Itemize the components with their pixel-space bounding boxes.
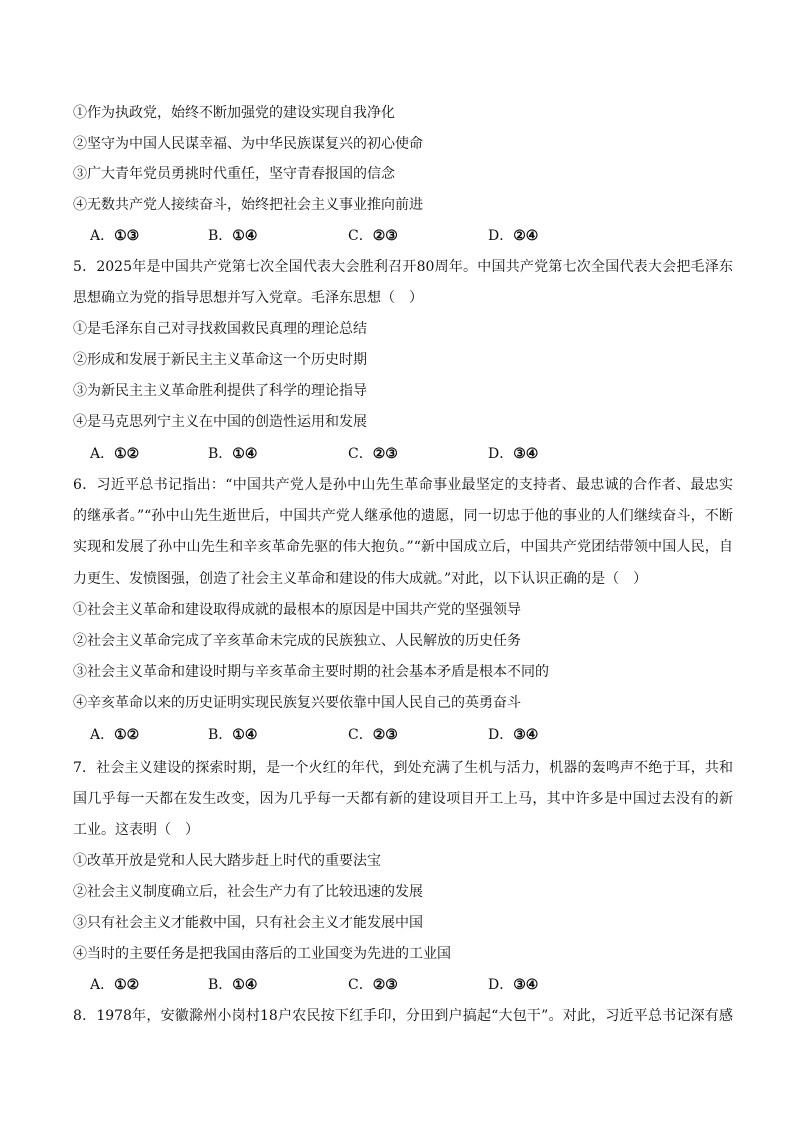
question-6-statement-4: ④辛亥革命以来的历史证明实现民族复兴要依靠中国人民自己的英勇奋斗 xyxy=(73,695,521,711)
question-6-statement-3: ③社会主义革命和建设时期与辛亥革命主要时期的社会基本矛盾是根本不同的 xyxy=(73,664,549,680)
option-a-label: A． xyxy=(90,977,115,993)
option-a-label: A． xyxy=(90,228,115,244)
choice-statement-1: ①作为执政党，始终不断加强党的建设实现自我净化 xyxy=(73,105,395,121)
question-5-options xyxy=(90,444,690,464)
option-d-value: ③④ xyxy=(513,977,539,993)
question-6-stem-line-1: 6．习近平总书记指出：“中国共产党人是孙中山先生革命事业最坚定的支持者、最忠诚的合作者、最忠实 xyxy=(73,477,733,493)
question-5-statement-4: ④是马克思列宁主义在中国的创造性运用和发展 xyxy=(73,414,367,430)
question-5-stem-line-2: 思想确立为党的指导思想并写入党章。毛泽东思想（ ） xyxy=(73,290,423,306)
option-c-value: ②③ xyxy=(372,727,398,743)
option-c-value: ②③ xyxy=(372,228,398,244)
option-b-value: ①④ xyxy=(232,977,258,993)
option-b-label: B． xyxy=(208,228,233,244)
option-a-value: ①② xyxy=(114,446,140,462)
option-c-label: C． xyxy=(348,977,373,993)
option-b-label: B． xyxy=(208,446,233,462)
option-a-value: ①② xyxy=(114,727,140,743)
question-7-statement-3: ③只有社会主义才能救中国，只有社会主义才能发展中国 xyxy=(73,915,423,931)
option-a-value: ①③ xyxy=(114,228,140,244)
question-7-stem-line-1: 7．社会主义建设的探索时期，是一个火红的年代，到处充满了生机与活力，机器的轰鸣声不绝于耳，共和 xyxy=(73,760,733,776)
option-d-value: ②④ xyxy=(513,228,539,244)
option-c-label: C． xyxy=(348,727,373,743)
option-b-label: B． xyxy=(208,977,233,993)
question-6-options xyxy=(90,725,690,745)
option-d-label: D． xyxy=(488,727,514,743)
choice-statement-3: ③广大青年党员勇挑时代重任，坚守青春报国的信念 xyxy=(73,166,395,182)
option-a-label: A． xyxy=(90,727,115,743)
option-b-value: ①④ xyxy=(232,446,258,462)
question-7-statement-1: ①改革开放是党和人民大踏步赶上时代的重要法宝 xyxy=(73,853,381,869)
option-c-label: C． xyxy=(348,228,373,244)
question-5-statement-1: ①是毛泽东自己对寻找救国救民真理的理论总结 xyxy=(73,321,367,337)
question-6-stem-line-2: 的继承者。”“孙中山先生逝世后，中国共产党人继承他的遗愿，同一切忠于他的事业的人们继续奋斗，不断 xyxy=(73,508,733,524)
option-b-value: ①④ xyxy=(232,727,258,743)
question-6-stem-line-4: 力更生、发愤图强，创造了社会主义革命和建设的伟大成就。”对此，以下认识正确的是（ ） xyxy=(73,571,648,587)
question-5-statement-2: ②形成和发展于新民主主义革命这一个历史时期 xyxy=(73,352,367,368)
question-6-stem-line-3: 实现和发展了孙中山先生和辛亥革命先驱的伟大抱负。”“新中国成立后，中国共产党团结带领中国人民，自 xyxy=(73,539,733,555)
option-b-label: B． xyxy=(208,727,233,743)
option-b-value: ①④ xyxy=(232,228,258,244)
option-c-value: ②③ xyxy=(372,446,398,462)
question-6-statement-2: ②社会主义革命完成了辛亥革命未完成的民族独立、人民解放的历史任务 xyxy=(73,633,521,649)
question-7-options xyxy=(90,975,690,995)
answer-options xyxy=(90,226,690,246)
choice-statement-4: ④无数共产党人接续奋斗，始终把社会主义事业推向前进 xyxy=(73,197,423,213)
option-c-value: ②③ xyxy=(372,977,398,993)
option-d-label: D． xyxy=(488,228,514,244)
option-c-label: C． xyxy=(348,446,373,462)
choice-statement-2: ②坚守为中国人民谋幸福、为中华民族谋复兴的初心使命 xyxy=(73,136,423,152)
question-6-statement-1: ①社会主义革命和建设取得成就的最根本的原因是中国共产党的坚强领导 xyxy=(73,602,521,618)
option-d-value: ③④ xyxy=(513,727,539,743)
option-d-label: D． xyxy=(488,446,514,462)
question-8-stem-line-1: 8．1978年，安徽滁州小岗村18户农民按下红手印，分田到户搞起“大包干”。对此，习近平总书记深有感 xyxy=(73,1008,733,1024)
question-7-stem-line-2: 国几乎每一天都在发生改变，因为几乎每一天都有新的建设项目开工上马，其中许多是中国过去没有的新 xyxy=(73,791,733,807)
option-a-value: ①② xyxy=(114,977,140,993)
option-a-label: A． xyxy=(90,446,115,462)
question-7-statement-4: ④当时的主要任务是把我国由落后的工业国变为先进的工业国 xyxy=(73,946,451,962)
option-d-value: ③④ xyxy=(513,446,539,462)
question-7-stem-line-3: 工业。这表明（ ） xyxy=(73,822,199,838)
question-5-statement-3: ③为新民主主义革命胜利提供了科学的理论指导 xyxy=(73,383,367,399)
option-d-label: D． xyxy=(488,977,514,993)
question-7-statement-2: ②社会主义制度确立后，社会生产力有了比较迅速的发展 xyxy=(73,884,423,900)
question-5-stem-line-1: 5．2025年是中国共产党第七次全国代表大会胜利召开80周年。中国共产党第七次全国代表大会把毛泽东 xyxy=(73,259,733,275)
